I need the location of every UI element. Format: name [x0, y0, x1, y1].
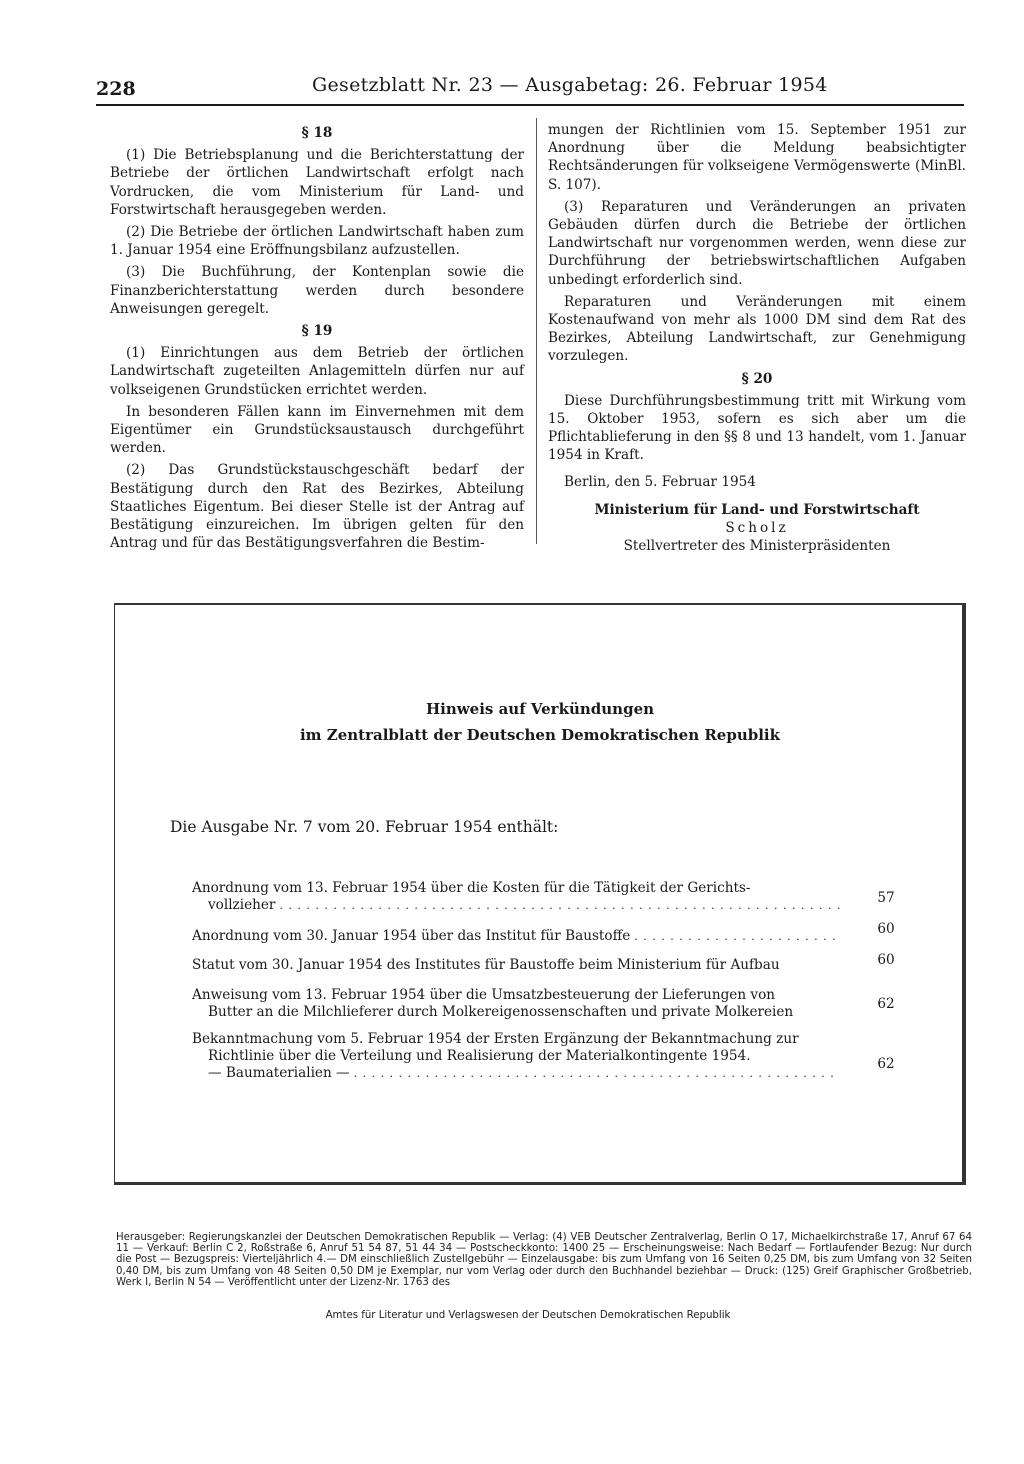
section-20-paragraph-1: Diese Durchführungsbestimmung tritt mit Wirkung vom 15. Oktober 1953, sofern es sich aber um die Pflichtablieferung in den §§ 8 und 13 handelt, vom 1. Januar 1954 in Kraft. — [548, 392, 966, 464]
dot-leader — [279, 897, 840, 914]
dot-leader — [634, 928, 840, 945]
signer-name: Scholz — [725, 520, 789, 537]
section-18-heading: § 18 — [301, 125, 333, 141]
entry-text-continued: Butter an die Milchlieferer durch Molkereigenossenschaften und private Molkereien — [208, 1004, 794, 1020]
entry-text-continued: — Baumaterialien — — [208, 1065, 350, 1081]
contents-entry — [192, 880, 840, 914]
contents-entry — [192, 928, 840, 945]
left-column — [110, 124, 524, 556]
page-number: 228 — [96, 78, 136, 100]
entry-text: Anweisung vom 13. Februar 1954 über die Umsatzbesteuerung der Lieferungen von — [192, 987, 776, 1003]
section-19-paragraph-1: (1) Einrichtungen aus dem Betrieb der örtlichen Landwirtschaft zugeteilten Anlagemitteln dürfen nur auf volkseigenen Grundstücken errichtet werden. — [110, 345, 524, 398]
section-18-paragraph-2: (2) Die Betriebe der örtlichen Landwirtschaft haben zum 1. Januar 1954 eine Eröffnungsbilanz aufzustellen. — [110, 224, 524, 259]
section-19-heading: § 19 — [301, 323, 333, 340]
entry-text: Bekanntmachung vom 5. Februar 1954 der Ersten Ergänzung der Bekanntmachung zur — [192, 1031, 799, 1047]
signer-role: Stellvertreter des Ministerpräsidenten — [623, 538, 891, 555]
place-date: Berlin, den 5. Februar 1954 — [564, 473, 756, 490]
page-header-title: Gesetzblatt Nr. 23 — Ausgabetag: 26. Februar 1954 — [312, 74, 828, 96]
entry-text: Anordnung vom 13. Februar 1954 über die Kosten für die Tätigkeit der Gerichts- — [192, 880, 751, 896]
section-18-paragraph-3: (3) Die Buchführung, der Kontenplan sowie die Finanzberichterstattung werden durch besondere Anweisungen geregelt. — [110, 264, 524, 317]
section-19-paragraph-3: (2) Das Grundstückstauschgeschäft bedarf der Bestätigung durch den Rat des Bezirkes, Abteilung Staatliches Eigentum. Bei dieser Stelle ist der Antrag auf Bestätigung einzureichen. Im übrigen gelten für den Antrag und für das Bestätigungsverfahren die Bestim- — [110, 462, 524, 552]
section-19-paragraph-5: Reparaturen und Veränderungen mit einem Kostenaufwand von mehr als 1000 DM sind dem Rat des Bezirkes, Abteilung Landwirtschaft, zur Genehmigung vorzulegen. — [548, 293, 966, 365]
notice-heading: Hinweis auf Verkündungen — [425, 700, 655, 718]
entry-page-number: 62 — [877, 996, 895, 1012]
entry-text: Anordnung vom 30. Januar 1954 über das Institut für Baustoffe — [192, 928, 631, 944]
column-divider — [536, 118, 537, 544]
imprint: Herausgeber: Regierungskanzlei der Deutschen Demokratischen Republik — Verlag: (4) VEB Deutscher Zentralverlag, Berlin O 17, Michaelkirchstraße 17, Anruf 67 64 11 — Verkauf: Berlin C 2, Roßstraße 6, Anruf 51 54 87, 51 44 34 — Postscheckkonto: 1400 25 — Erscheinungsweise: Nach Bedarf — Fortlaufender Bezug: Nur durch die Post — Bezugspreis: Vierteljährlich 4.— DM einschließlich Zustellgebühr — Einzelausgabe: bis zum Umfang von 16 Seiten 0,25 DM, bis zum Umfang von 32 Seiten 0,40 DM, bis zum Umfang von 48 Seiten 0,50 DM je Exemplar, nur vom Verlag oder durch den Buchhandel beziehbar — Druck: (125) Greif Graphischer Großbetrieb, Werk I, Berlin N 54 — Veröffentlicht unter der Lizenz-Nr. 1763 des — [116, 1232, 972, 1288]
entry-text-continued: vollzieher — [208, 897, 276, 913]
entry-text: Statut vom 30. Januar 1954 des Institutes für Baustoffe beim Ministerium für Aufbau — [192, 957, 780, 973]
imprint-last-line: Amtes für Literatur und Verlagswesen der Deutschen Demokratischen Republik — [325, 1310, 731, 1321]
notice-subheading: im Zentralblatt der Deutschen Demokratischen Republik — [299, 726, 781, 744]
entry-page-number: 60 — [877, 921, 895, 937]
header-rule — [96, 104, 964, 106]
issue-intro: Die Ausgabe Nr. 7 vom 20. Februar 1954 enthält: — [170, 818, 559, 836]
section-19-paragraph-2: In besonderen Fällen kann im Einvernehmen mit dem Eigentümer ein Grundstücksaustausch durchgeführt werden. — [110, 403, 524, 457]
section-19-paragraph-4: (3) Reparaturen und Veränderungen an privaten Gebäuden dürfen durch die Betriebe der örtlichen Landwirtschaft nur vorgenommen werden, wenn diese zur Durchführung der betriebswirtschaftlichen Aufgaben unbedingt erforderlich sind. — [548, 198, 966, 288]
section-18-paragraph-1: (1) Die Betriebsplanung und die Berichterstattung der Betriebe der örtlichen Landwirtschaft erfolgt nach Vordrucken, die vom Ministerium für Land- und Forstwirtschaft herausgegeben werden. — [110, 147, 524, 218]
section-19-continuation: mungen der Richtlinien vom 15. September 1951 zur Anordnung über die Meldung beabsichtigter Rechtsänderungen für volkseigene Vermögenswerte (MinBl. S. 107). — [548, 122, 966, 193]
contents-entry — [192, 987, 840, 1021]
contents-entry — [192, 1031, 840, 1082]
entry-page-number: 57 — [877, 890, 895, 906]
entry-page-number: 62 — [877, 1056, 895, 1072]
ministry-name: Ministerium für Land- und Forstwirtschaft — [594, 501, 920, 518]
entry-text-continued: Richtlinie über die Verteilung und Realisierung der Materialkontingente 1954. — [208, 1048, 751, 1064]
section-20-heading: § 20 — [741, 370, 773, 387]
entry-page-number: 60 — [877, 952, 895, 968]
contents-entry — [192, 957, 840, 974]
right-column — [548, 121, 966, 555]
dot-leader — [354, 1065, 840, 1082]
